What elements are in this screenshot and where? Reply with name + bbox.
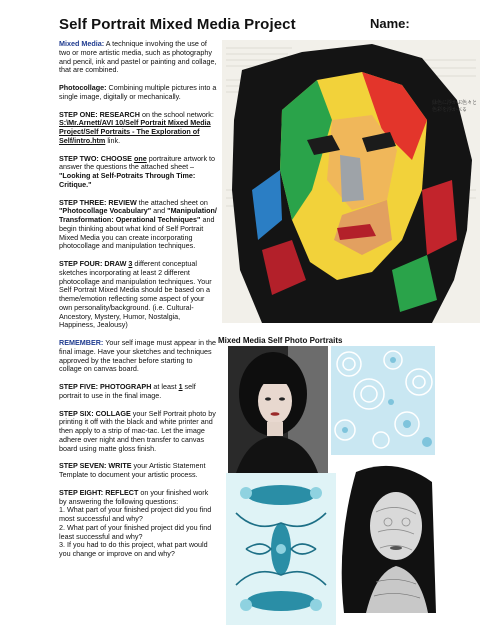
step-four: STEP FOUR: DRAW 3 different conceptual sketches incorporating at least 2 different photocollage and manipulation techniques. Your Self Portrait Mixed Media should be based on a theme/emotion reflecting some aspect of your own personality/background. (i.e. Cultural-Ancestory, Mystery, Humor, Nostalgia, Happiness, Jealousy) — [59, 259, 212, 330]
name-label: Name: — [370, 16, 410, 31]
step-eight: STEP EIGHT: REFLECT on your finished work by answering the following questions: 1. What part of your finished project did you find most successful and why? 2. What part of your finished project did you find least successful and why? 3. If you had to do this project, what part would you change or improve on and why? — [59, 487, 212, 558]
photocollage-definition: Photocollage: Combining multiple pictures into a single image, digitally or mechanically. — [59, 83, 217, 101]
question-2: 2. What part of your finished project did you find least successful and why? — [59, 522, 212, 541]
collage-caption-text: 色彩を浮かべる — [432, 107, 468, 113]
question-3: 3. If you had to do this project, what part would you change or improve on and why? — [59, 540, 208, 558]
blue-circles-pattern-image — [331, 346, 435, 455]
gallery-caption: Mixed Media Self Photo Portraits — [218, 336, 343, 345]
step-six: STEP SIX: COLLAGE your Self Portrait photo by printing it off with the black and white printer and then apply to a strip of mac-tac. Let the image adhere over night and then transfer to canvas board using matte gloss finish. — [59, 408, 216, 453]
network-link[interactable]: S:\Mr.Arnett/AVI 10/Self Portrait Mixed Media Project/Self Portraits - The Exploration of Self/intro.htm — [59, 118, 211, 145]
collage-caption-text: 緑色に浮かぶ色々と — [432, 100, 478, 106]
self-portrait-photo — [228, 346, 328, 473]
remember-note: REMEMBER: Your self image must appear in the final image. Have your sketches and techniques approved by the teacher before starting to collage on canvas board. — [59, 338, 216, 374]
instructions-column — [59, 40, 217, 567]
question-1: 1. What part of your finished project did you find most successful and why? — [59, 505, 212, 523]
floral-teal-pattern-image — [226, 473, 336, 625]
step-five: STEP FIVE: PHOTOGRAPH at least 1 self portrait to use in the final image. — [59, 382, 196, 400]
step-two: STEP TWO: CHOOSE one portraiture artwork to answer the questions the attached sheet – "Looking at Self-Potraits Through Time: Critique." — [59, 153, 216, 189]
bw-collage-portrait-image — [336, 462, 442, 613]
step-seven: STEP SEVEN: WRITE your Artistic Statement Template to document your artistic process. — [59, 461, 206, 479]
page-title: Self Portrait Mixed Media Project — [59, 16, 296, 33]
mixed-media-collage-artwork — [222, 40, 480, 323]
mixed-media-definition: Mixed Media: A technique involving the use of two or more artistic media, such as photography and pencil, ink and pastel or painting and collage, that are combined. — [59, 39, 217, 75]
step-one: STEP ONE: RESEARCH on the school network: S:\Mr.Arnett/AVI 10/Self Portrait Mixed Media Project/Self Portraits - The Exploration of Self/intro.htm link. — [59, 109, 214, 145]
step-three: STEP THREE: REVIEW the attached sheet on "Photocollage Vocabulary" and "Manipulation/ Transformation: Operational Techniques" and begin thinking about what kind of Self Portrait Mixed Media you can create incorporating photocollage and manipulation techniques. — [59, 197, 217, 251]
